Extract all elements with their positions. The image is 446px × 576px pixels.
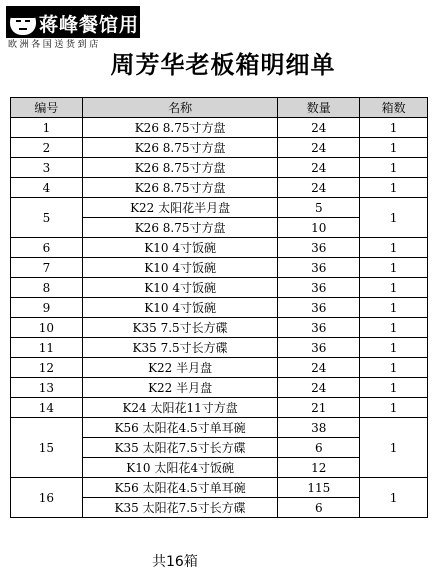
- table-header-row: [11, 98, 428, 118]
- table-row: [11, 178, 428, 198]
- cell-quantity: 36: [278, 338, 360, 358]
- cell-name: K35 7.5寸长方碟: [82, 338, 278, 358]
- cell-quantity: 24: [278, 178, 360, 198]
- cell-number: 5: [11, 198, 83, 238]
- table-row: [11, 478, 428, 498]
- table-row: [11, 298, 428, 318]
- cell-name: K10 4寸饭碗: [82, 238, 278, 258]
- cell-boxes: 1: [360, 198, 428, 238]
- cell-number: 16: [11, 478, 83, 518]
- cell-name: K56 太阳花4.5寸单耳碗: [82, 418, 278, 438]
- logo-subtitle: 欧洲各国送货到店: [8, 40, 101, 50]
- table-row: [11, 278, 428, 298]
- cell-boxes: 1: [360, 338, 428, 358]
- cell-boxes: 1: [360, 238, 428, 258]
- cell-name: K10 4寸饭碗: [82, 298, 278, 318]
- cell-quantity: 5: [278, 198, 360, 218]
- cell-quantity: 21: [278, 398, 360, 418]
- cell-number: 7: [11, 258, 83, 278]
- cell-quantity: 6: [278, 498, 360, 518]
- cell-number: 1: [11, 118, 83, 138]
- cell-quantity: 36: [278, 238, 360, 258]
- cell-name: K24 太阳花11寸方盘: [82, 398, 278, 418]
- cell-name: K10 太阳花4寸饭碗: [82, 458, 278, 478]
- cell-name: K10 4寸饭碗: [82, 278, 278, 298]
- cell-quantity: 38: [278, 418, 360, 438]
- page-title: 周芳华老板箱明细单: [110, 51, 336, 79]
- cell-name: K22 半月盘: [82, 358, 278, 378]
- table-row: [11, 118, 428, 138]
- cell-quantity: 36: [278, 278, 360, 298]
- cell-quantity: 24: [278, 118, 360, 138]
- cell-number: 14: [11, 398, 83, 418]
- cell-boxes: 1: [360, 298, 428, 318]
- cell-boxes: 1: [360, 398, 428, 418]
- table-row: [11, 138, 428, 158]
- packing-list-table: [10, 97, 428, 518]
- cell-number: 9: [11, 298, 83, 318]
- table-row: [11, 258, 428, 278]
- cell-boxes: 1: [360, 178, 428, 198]
- cell-name: K26 8.75寸方盘: [82, 158, 278, 178]
- cell-name: K10 4寸饭碗: [82, 258, 278, 278]
- table-row: [11, 158, 428, 178]
- logo-banner: [6, 6, 160, 38]
- cell-number: 12: [11, 358, 83, 378]
- cell-number: 11: [11, 338, 83, 358]
- table-row: [11, 318, 428, 338]
- cell-number: 2: [11, 138, 83, 158]
- cell-number: 6: [11, 238, 83, 258]
- cell-name: K22 半月盘: [82, 378, 278, 398]
- chef-face-icon: [10, 9, 36, 35]
- cell-name: K35 7.5寸长方碟: [82, 318, 278, 338]
- header-name: 名称: [82, 98, 278, 118]
- table-body: [11, 118, 428, 518]
- logo-name: 蒋峰餐馆用品: [39, 14, 160, 36]
- cell-number: 13: [11, 378, 83, 398]
- cell-name: K56 太阳花4.5寸单耳碗: [82, 478, 278, 498]
- cell-number: 15: [11, 418, 83, 478]
- total-boxes: 共16箱: [152, 554, 198, 570]
- cell-boxes: 1: [360, 118, 428, 138]
- cell-quantity: 12: [278, 458, 360, 478]
- cell-quantity: 24: [278, 158, 360, 178]
- header-quantity: 数量: [278, 98, 360, 118]
- table-row: [11, 398, 428, 418]
- cell-boxes: 1: [360, 478, 428, 518]
- cell-quantity: 24: [278, 138, 360, 158]
- cell-number: 8: [11, 278, 83, 298]
- cell-number: 4: [11, 178, 83, 198]
- table-row: [11, 378, 428, 398]
- cell-boxes: 1: [360, 258, 428, 278]
- cell-number: 3: [11, 158, 83, 178]
- table-row: [11, 358, 428, 378]
- cell-quantity: 36: [278, 258, 360, 278]
- cell-quantity: 24: [278, 358, 360, 378]
- cell-quantity: 36: [278, 298, 360, 318]
- company-logo: [6, 6, 160, 50]
- table-row: [11, 198, 428, 218]
- cell-name: K26 8.75寸方盘: [82, 178, 278, 198]
- cell-boxes: 1: [360, 358, 428, 378]
- cell-boxes: 1: [360, 378, 428, 398]
- cell-boxes: 1: [360, 318, 428, 338]
- cell-quantity: 115: [278, 478, 360, 498]
- table-row: [11, 418, 428, 438]
- cell-boxes: 1: [360, 138, 428, 158]
- cell-quantity: 24: [278, 378, 360, 398]
- cell-quantity: 10: [278, 218, 360, 238]
- cell-name: K35 太阳花7.5寸长方碟: [82, 498, 278, 518]
- cell-name: K22 太阳花半月盘: [82, 198, 278, 218]
- cell-quantity: 6: [278, 438, 360, 458]
- cell-boxes: 1: [360, 418, 428, 478]
- cell-number: 10: [11, 318, 83, 338]
- table-row: [11, 238, 428, 258]
- cell-name: K26 8.75寸方盘: [82, 138, 278, 158]
- header-number: 编号: [11, 98, 83, 118]
- cell-quantity: 36: [278, 318, 360, 338]
- cell-name: K35 太阳花7.5寸长方碟: [82, 438, 278, 458]
- cell-name: K26 8.75寸方盘: [82, 218, 278, 238]
- header-boxes: 箱数: [360, 98, 428, 118]
- cell-name: K26 8.75寸方盘: [82, 118, 278, 138]
- table-row: [11, 338, 428, 358]
- cell-boxes: 1: [360, 158, 428, 178]
- cell-boxes: 1: [360, 278, 428, 298]
